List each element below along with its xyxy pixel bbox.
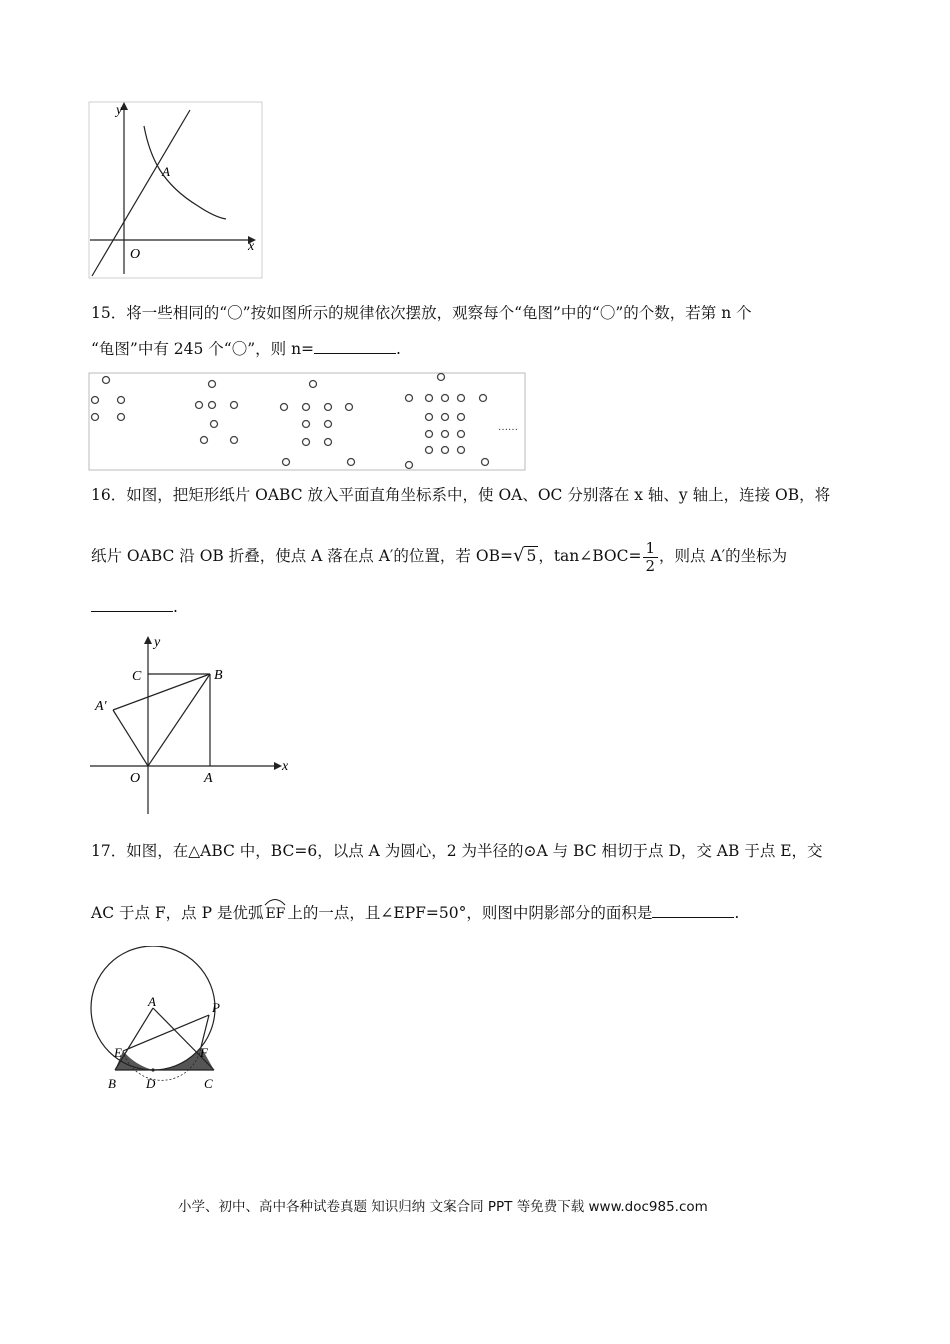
- q16-line2-text-c: ，则点 A′的坐标为: [659, 547, 788, 565]
- point-a-prime-label: A′: [95, 699, 107, 714]
- point-p-label: P: [212, 1000, 220, 1015]
- q17-line2-text-a: AC 于点 F，点 P 是优弧: [91, 904, 264, 922]
- x-axis-label: x: [282, 759, 289, 774]
- point-f-label: F: [200, 1045, 208, 1060]
- y-axis-label: y: [116, 103, 123, 118]
- rectangle-fold-graphic: [88, 632, 298, 818]
- sqrt-expression: √ 5: [512, 545, 537, 566]
- coordinate-graph-q14: [88, 98, 266, 280]
- q15-line2-end: .: [396, 340, 401, 358]
- q16-line1: 16．如图，把矩形纸片 OABC 放入平面直角坐标系中，使 OA、OC 分别落在 x 轴、y 轴上，连接 OB，将: [91, 486, 831, 504]
- q15-answer-blank: [314, 352, 396, 354]
- q17-line2: [91, 906, 739, 922]
- fraction: [643, 538, 659, 575]
- point-a-label: A: [162, 164, 170, 179]
- q15-line2: [91, 342, 401, 358]
- pattern-ellipsis: ……: [498, 422, 518, 433]
- sqrt-radicand: 5: [526, 547, 537, 565]
- point-e-label: E: [114, 1045, 122, 1060]
- q16-line3-end: .: [173, 598, 178, 616]
- q17-line2-end: .: [734, 904, 740, 922]
- point-b-label: B: [214, 668, 223, 683]
- q16-line2: [91, 536, 787, 576]
- point-b-label: B: [108, 1076, 116, 1091]
- q17-line1: 17．如图，在△ABC 中，BC=6，以点 A 为圆心，2 为半径的⊙A 与 BC 相切于点 D，交 AB 于点 E，交: [91, 842, 823, 860]
- figure-q16: [88, 632, 298, 818]
- figure-q14: [88, 98, 266, 280]
- q16-line3: [91, 600, 178, 616]
- point-a-label: A: [148, 994, 156, 1009]
- point-d-label: D: [146, 1076, 156, 1091]
- arc-hat-icon: [264, 896, 286, 906]
- arc-ef: [265, 907, 285, 921]
- q15-line2-text: “龟图”中有 245 个“〇”，则 n=: [91, 340, 315, 358]
- turtle-pattern-graphic: [88, 372, 528, 472]
- fraction-denominator: 2: [645, 556, 656, 575]
- page-footer: 小学、初中、高中各种试卷真题 知识归纳 文案合同 PPT 等免费下载 www.doc985.com: [178, 1199, 708, 1215]
- y-axis-label: y: [154, 635, 161, 650]
- figure-q15-turtle-patterns: [88, 372, 528, 472]
- fraction-numerator: 1: [643, 541, 659, 558]
- origin-label: O: [130, 771, 141, 786]
- point-c-label: C: [132, 669, 142, 684]
- q16-answer-blank: [91, 610, 173, 612]
- figure-q17: [86, 946, 236, 1096]
- q17-answer-blank: [652, 916, 734, 918]
- x-axis-label: x: [248, 239, 255, 254]
- q17-line2-text-b: 上的一点，且∠EPF=50°，则图中阴影部分的面积是: [287, 904, 653, 922]
- point-a-label: A: [204, 771, 213, 786]
- origin-label: O: [130, 247, 141, 262]
- q15-line1: 15．将一些相同的“〇”按如图所示的规律依次摆放，观察每个“龟图”中的“〇”的个数，若第 n 个: [91, 304, 752, 322]
- q16-line2-text-b: ，tan∠BOC=: [538, 547, 642, 565]
- circle-triangle-graphic: [86, 946, 236, 1096]
- arc-label: EF: [265, 906, 286, 922]
- point-c-label: C: [204, 1076, 213, 1091]
- q16-line2-text-a: 纸片 OABC 沿 OB 折叠，使点 A 落在点 A′的位置，若 OB=: [91, 547, 513, 565]
